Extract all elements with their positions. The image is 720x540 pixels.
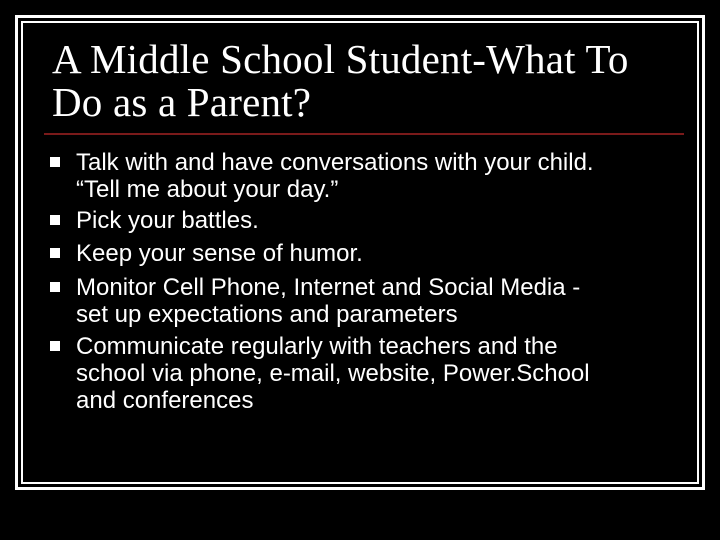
bullet-item [50,240,675,267]
title-divider [44,133,684,135]
bullet-item [50,333,675,414]
square-bullet-icon [50,341,60,351]
square-bullet-icon [50,282,60,292]
bullet-text: Pick your battles. [76,207,259,234]
bullet-item [50,149,675,203]
bullet-item [50,274,675,328]
bullet-list [50,149,675,423]
bullet-item [50,207,675,234]
slide-title: A Middle School Student-What To Do as a Parent? [52,36,629,125]
square-bullet-icon [50,248,60,258]
bullet-text: Communicate regularly with teachers and the school via phone, e-mail, website, Power.School and conferences [76,333,590,414]
bullet-text: Monitor Cell Phone, Internet and Social Media - set up expectations and parameters [76,274,581,328]
square-bullet-icon [50,157,60,167]
square-bullet-icon [50,215,60,225]
bullet-text: Talk with and have conversations with your child. “Tell me about your day.” [76,149,594,203]
bullet-text: Keep your sense of humor. [76,240,363,267]
